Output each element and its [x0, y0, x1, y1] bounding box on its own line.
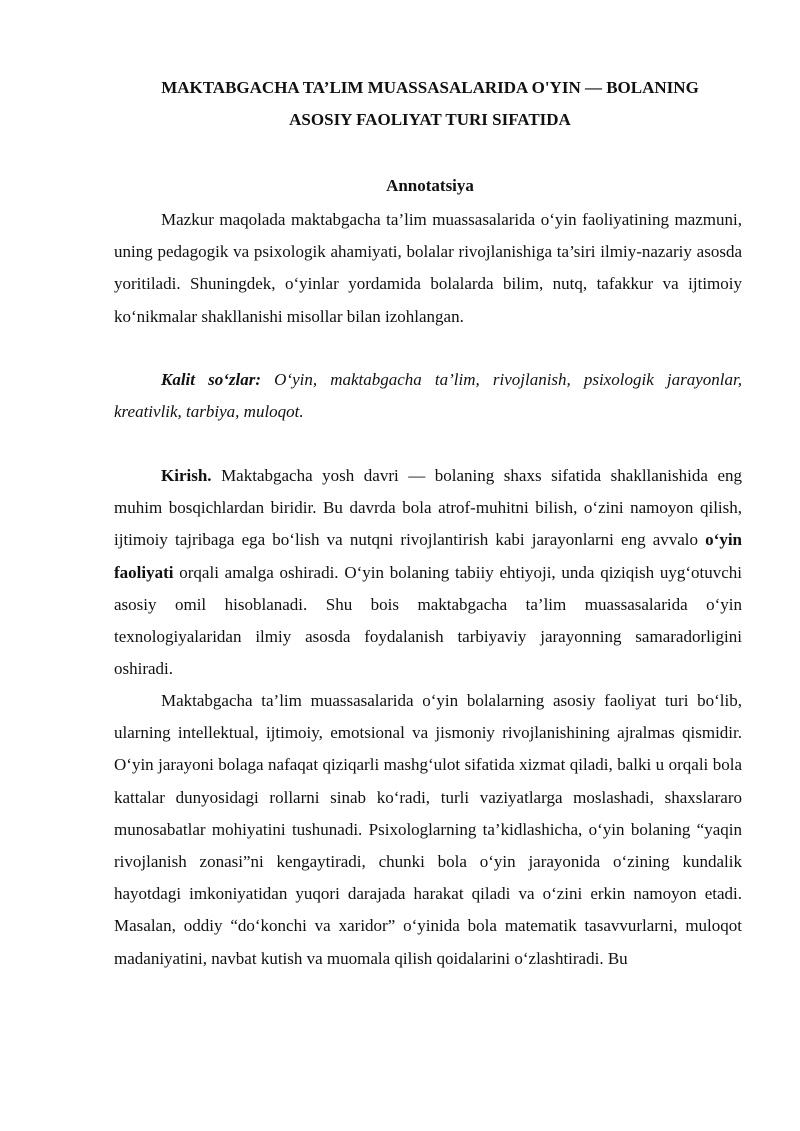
- intro-bold-term: o‘yin faoliyati: [114, 530, 742, 582]
- keywords-label: Kalit so‘zlar:: [161, 370, 262, 389]
- keywords-paragraph: [114, 364, 742, 428]
- intro-text-part-1: Maktabgacha yosh davri — bolaning shaxs sifatida shakllanishida eng muhim bosqichlardan biridir. Bu davrda bola atrof-muhitni bilish, o‘zini namoyon qilish, ijtimoiy tajribaga ega bo‘lish va nutqni rivojlantirish kabi jarayonlarni eng avvalo: [114, 466, 742, 550]
- annotation-paragraph: Mazkur maqolada maktabgacha ta’lim muassasalarida o‘yin faoliyatining mazmuni, uning pedagogik va psixologik ahamiyati, bolalar rivojlanishiga ta’siri ilmiy-nazariy asosda yoritiladi. Shuningdek, o‘yinlar yordamida bolalarda bilim, nutq, tafakkur va ijtimoiy ko‘nikmalar shakllanishi misollar bilan izohlangan.: [114, 210, 742, 326]
- intro-paragraph: [114, 460, 742, 685]
- intro-text-part-2: orqali amalga oshiradi. O‘yin bolaning tabiiy ehtiyoji, unda qiziqish uyg‘otuvchi asosiy omil hisoblanadi. Shu bois maktabgacha ta’lim muassasalarida o‘yin texnologiyalaridan ilmiy asosda foydalanish tarbiyaviy jarayonning samaradorligini oshiradi.: [114, 562, 742, 679]
- title-line-2: ASOSIY FAOLIYAT TURI SIFATIDA: [289, 110, 571, 129]
- keywords-list: O‘yin, maktabgacha ta’lim, rivojlanish, psixologik jarayonlar, kreativlik, tarbiya, muloqot.: [114, 370, 742, 422]
- body-paragraph-2: Maktabgacha ta’lim muassasalarida o‘yin bolalarning asosiy faoliyat turi bo‘lib, ularning intellektual, ijtimoiy, emotsional va jismoniy rivojlanishining ajralmas qismidir. O‘yin jarayoni bolaga nafaqat qiziqarli mashg‘ulot sifatida xizmat qiladi, balki u orqali bola kattalar dunyosidagi rollarni sinab ko‘radi, turli vaziyatlarga moslashadi, shaxslararo munosabatlar mohiyatini tushunadi. Psixologlarning ta’kidlashicha, o‘yin bolaning “yaqin rivojlanish zonasi”ni kengaytiradi, chunki bola o‘yin jarayonida o‘zining kundalik hayotdagi imkoniyatidan yuqori darajada harakat qiladi va o‘zini erkin namoyon etadi. Masalan, oddiy “do‘konchi va xaridor” o‘yinida bola matematik tasavvurlarni, muloqot madaniyatini, navbat kutish va muomala qilish qoidalarini o‘zlashtiradi. Bu: [114, 691, 742, 968]
- intro-label: Kirish.: [161, 466, 212, 485]
- title-line-1: MAKTABGACHA TA’LIM MUASSASALARIDA O'YIN — BOLANING: [161, 78, 699, 97]
- annotation-heading: Annotatsiya: [386, 176, 474, 195]
- paper-title: [100, 72, 760, 136]
